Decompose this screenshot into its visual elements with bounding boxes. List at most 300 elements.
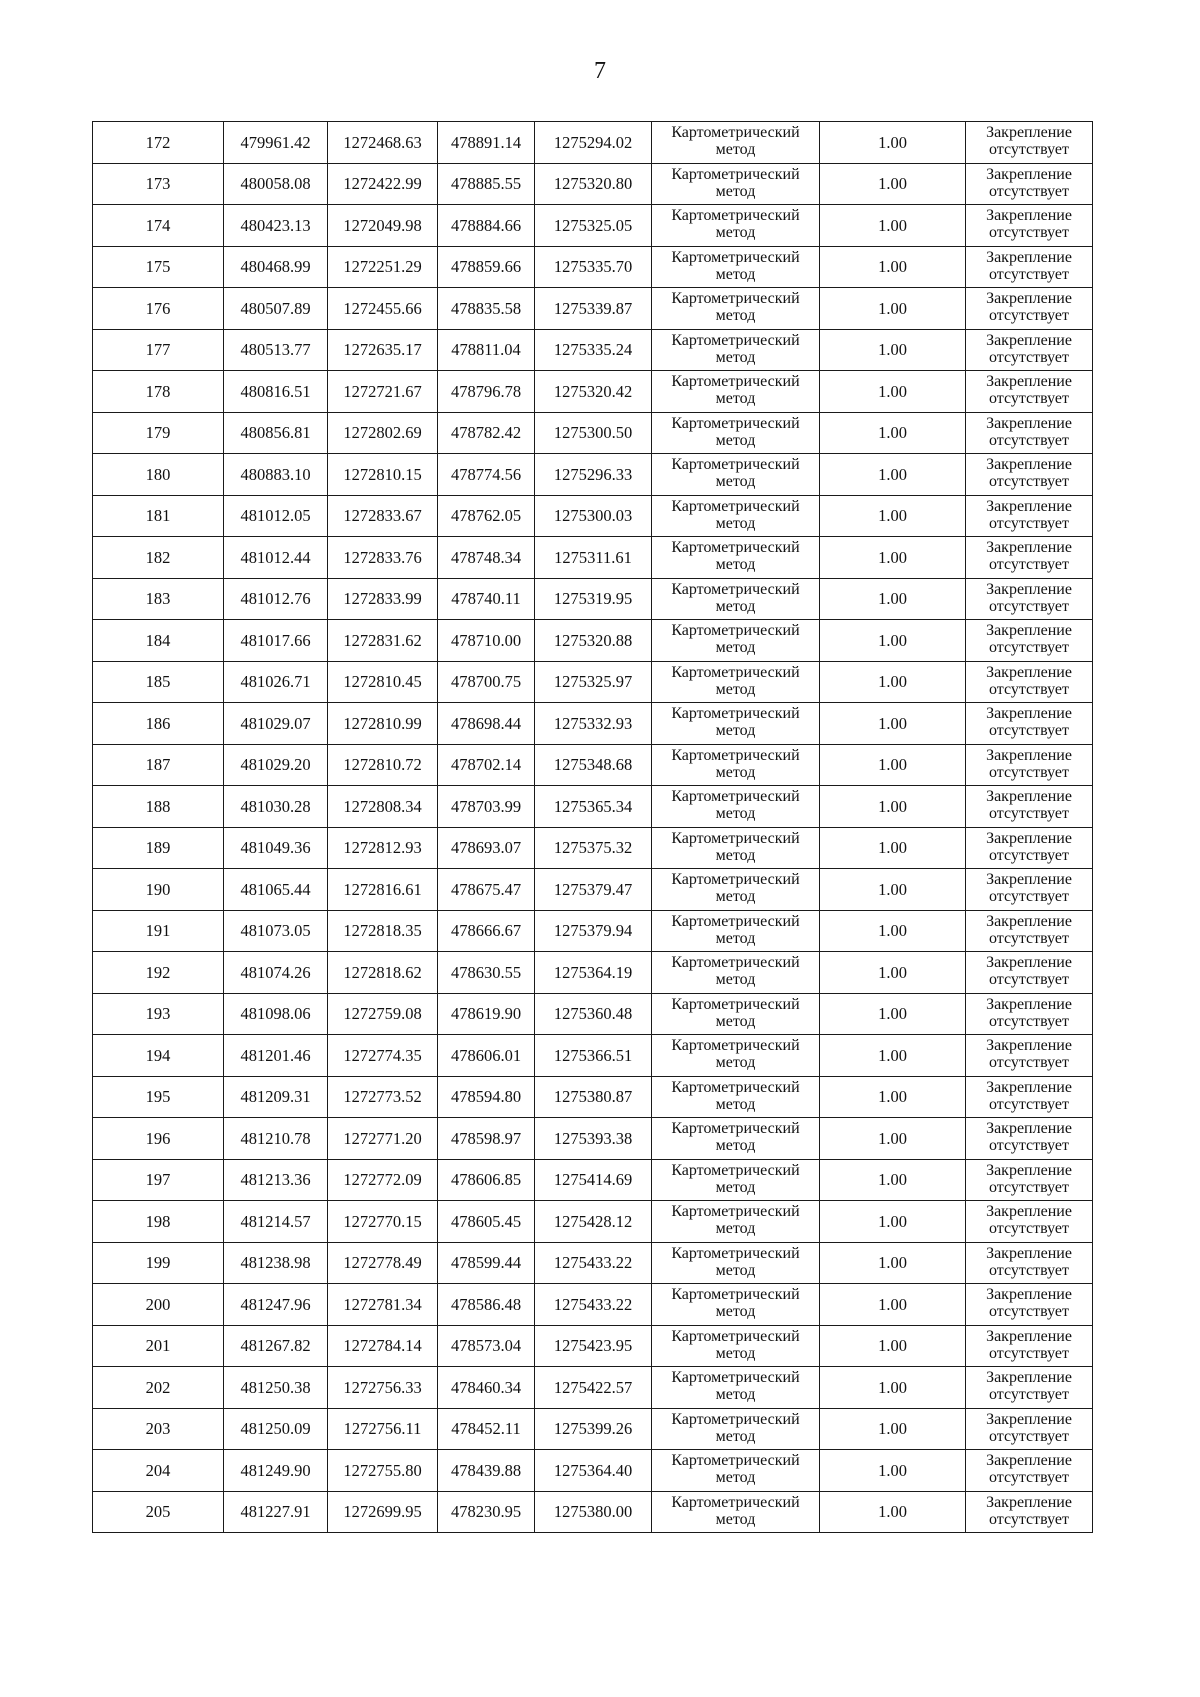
method-cell-line: Картометрический <box>671 1286 800 1304</box>
y2-cell: 1275360.48 <box>535 993 652 1035</box>
fixation-cell-line: Закрепление <box>986 995 1072 1013</box>
fixation-cell-line: отсутствует <box>988 348 1070 366</box>
fixation-cell-line: отсутствует <box>988 929 1070 947</box>
fixation-cell <box>966 412 1093 454</box>
table-row <box>93 329 1093 371</box>
y1-cell: 1272771.20 <box>328 1118 438 1160</box>
x1-cell: 481026.71 <box>224 661 328 703</box>
point-number-cell: 182 <box>93 537 224 579</box>
y1-cell: 1272756.33 <box>328 1367 438 1409</box>
table-row <box>93 910 1093 952</box>
method-cell <box>652 620 820 662</box>
x1-cell: 481029.07 <box>224 703 328 745</box>
x2-cell: 478698.44 <box>438 703 535 745</box>
fixation-cell-line: отсутствует <box>988 473 1070 491</box>
fixation-cell-line: Закрепление <box>986 580 1072 598</box>
method-cell <box>652 661 820 703</box>
method-cell <box>652 1491 820 1533</box>
x1-cell: 481210.78 <box>224 1118 328 1160</box>
method-cell-line: метод <box>715 1344 756 1362</box>
fixation-cell <box>966 661 1093 703</box>
method-cell <box>652 1118 820 1160</box>
method-cell <box>652 910 820 952</box>
accuracy-cell: 1.00 <box>820 952 966 994</box>
y1-cell: 1272049.98 <box>328 205 438 247</box>
fixation-cell-line: отсутствует <box>988 1012 1070 1030</box>
method-cell-line: метод <box>715 1469 756 1487</box>
table-row <box>93 578 1093 620</box>
y2-cell: 1275300.50 <box>535 412 652 454</box>
y1-cell: 1272251.29 <box>328 246 438 288</box>
x1-cell: 481209.31 <box>224 1076 328 1118</box>
method-cell-line: метод <box>715 722 756 740</box>
y2-cell: 1275375.32 <box>535 827 652 869</box>
fixation-cell-line: Закрепление <box>986 746 1072 764</box>
fixation-cell-line: отсутствует <box>988 888 1070 906</box>
point-number-cell: 201 <box>93 1325 224 1367</box>
fixation-cell-line: отсутствует <box>988 1054 1070 1072</box>
table-row <box>93 1325 1093 1367</box>
x2-cell: 478811.04 <box>438 329 535 371</box>
x1-cell: 481214.57 <box>224 1201 328 1243</box>
fixation-cell-line: Закрепление <box>986 1078 1072 1096</box>
fixation-cell-line: Закрепление <box>986 1369 1072 1387</box>
method-cell-line: метод <box>715 1427 756 1445</box>
accuracy-cell: 1.00 <box>820 122 966 164</box>
table-row <box>93 1284 1093 1326</box>
accuracy-cell: 1.00 <box>820 1325 966 1367</box>
y1-cell: 1272635.17 <box>328 329 438 371</box>
method-cell <box>652 205 820 247</box>
method-cell-line: метод <box>715 141 756 159</box>
fixation-cell-line: отсутствует <box>988 597 1070 615</box>
x2-cell: 478599.44 <box>438 1242 535 1284</box>
fixation-cell-line: Закрепление <box>986 290 1072 308</box>
point-number-cell: 178 <box>93 371 224 413</box>
method-cell-line: Картометрический <box>671 456 800 474</box>
x1-cell: 481098.06 <box>224 993 328 1035</box>
accuracy-cell: 1.00 <box>820 578 966 620</box>
accuracy-cell: 1.00 <box>820 786 966 828</box>
point-number-cell: 183 <box>93 578 224 620</box>
x1-cell: 480816.51 <box>224 371 328 413</box>
method-cell-line: Картометрический <box>671 497 800 515</box>
fixation-cell-line: Закрепление <box>986 456 1072 474</box>
x2-cell: 478835.58 <box>438 288 535 330</box>
method-cell-line: Картометрический <box>671 705 800 723</box>
method-cell-line: Картометрический <box>671 995 800 1013</box>
y2-cell: 1275366.51 <box>535 1035 652 1077</box>
accuracy-cell: 1.00 <box>820 163 966 205</box>
fixation-cell-line: отсутствует <box>988 1469 1070 1487</box>
method-cell <box>652 329 820 371</box>
accuracy-cell: 1.00 <box>820 661 966 703</box>
fixation-cell-line: отсутствует <box>988 556 1070 574</box>
x2-cell: 478619.90 <box>438 993 535 1035</box>
x2-cell: 478460.34 <box>438 1367 535 1409</box>
fixation-cell <box>966 869 1093 911</box>
method-cell-line: Картометрический <box>671 1120 800 1138</box>
y2-cell: 1275335.70 <box>535 246 652 288</box>
method-cell <box>652 786 820 828</box>
point-number-cell: 187 <box>93 744 224 786</box>
x1-cell: 481249.90 <box>224 1450 328 1492</box>
y2-cell: 1275379.94 <box>535 910 652 952</box>
x1-cell: 480058.08 <box>224 163 328 205</box>
fixation-cell <box>966 827 1093 869</box>
fixation-cell <box>966 1201 1093 1243</box>
method-cell <box>652 495 820 537</box>
fixation-cell-line: Закрепление <box>986 1161 1072 1179</box>
y1-cell: 1272833.99 <box>328 578 438 620</box>
y1-cell: 1272810.45 <box>328 661 438 703</box>
y1-cell: 1272772.09 <box>328 1159 438 1201</box>
y1-cell: 1272781.34 <box>328 1284 438 1326</box>
fixation-cell-line: Закрепление <box>986 788 1072 806</box>
fixation-cell-line: отсутствует <box>988 1095 1070 1113</box>
fixation-cell <box>966 454 1093 496</box>
fixation-cell-line: Закрепление <box>986 1452 1072 1470</box>
fixation-cell-line: Закрепление <box>986 248 1072 266</box>
x1-cell: 480513.77 <box>224 329 328 371</box>
y2-cell: 1275364.40 <box>535 1450 652 1492</box>
accuracy-cell: 1.00 <box>820 329 966 371</box>
method-cell <box>652 703 820 745</box>
point-number-cell: 202 <box>93 1367 224 1409</box>
y1-cell: 1272756.11 <box>328 1408 438 1450</box>
y2-cell: 1275380.87 <box>535 1076 652 1118</box>
table-body <box>93 122 1093 1533</box>
method-cell-line: Картометрический <box>671 1037 800 1055</box>
fixation-cell-line: Закрепление <box>986 1203 1072 1221</box>
point-number-cell: 180 <box>93 454 224 496</box>
method-cell-line: Картометрический <box>671 1078 800 1096</box>
fixation-cell-line: Закрепление <box>986 331 1072 349</box>
fixation-cell-line: отсутствует <box>988 1261 1070 1279</box>
x1-cell: 479961.42 <box>224 122 328 164</box>
table-row <box>93 537 1093 579</box>
x1-cell: 480468.99 <box>224 246 328 288</box>
y2-cell: 1275433.22 <box>535 1284 652 1326</box>
fixation-cell-line: отсутствует <box>988 224 1070 242</box>
accuracy-cell: 1.00 <box>820 869 966 911</box>
y2-cell: 1275325.05 <box>535 205 652 247</box>
y1-cell: 1272468.63 <box>328 122 438 164</box>
y1-cell: 1272808.34 <box>328 786 438 828</box>
point-number-cell: 192 <box>93 952 224 994</box>
method-cell-line: метод <box>715 1054 756 1072</box>
fixation-cell-line: Закрепление <box>986 1493 1072 1511</box>
method-cell <box>652 1450 820 1492</box>
fixation-cell <box>966 1450 1093 1492</box>
accuracy-cell: 1.00 <box>820 703 966 745</box>
fixation-cell-line: отсутствует <box>988 1137 1070 1155</box>
method-cell <box>652 952 820 994</box>
method-cell-line: метод <box>715 639 756 657</box>
table-row <box>93 122 1093 164</box>
method-cell <box>652 578 820 620</box>
accuracy-cell: 1.00 <box>820 1408 966 1450</box>
fixation-cell <box>966 578 1093 620</box>
y2-cell: 1275335.24 <box>535 329 652 371</box>
method-cell-line: метод <box>715 473 756 491</box>
table-row <box>93 1367 1093 1409</box>
method-cell-line: Картометрический <box>671 663 800 681</box>
x2-cell: 478666.67 <box>438 910 535 952</box>
fixation-cell <box>966 1408 1093 1450</box>
fixation-cell-line: отсутствует <box>988 265 1070 283</box>
x2-cell: 478605.45 <box>438 1201 535 1243</box>
point-number-cell: 204 <box>93 1450 224 1492</box>
x1-cell: 481049.36 <box>224 827 328 869</box>
fixation-cell-line: Закрепление <box>986 622 1072 640</box>
point-number-cell: 177 <box>93 329 224 371</box>
y2-cell: 1275393.38 <box>535 1118 652 1160</box>
y2-cell: 1275332.93 <box>535 703 652 745</box>
fixation-cell-line: отсутствует <box>988 639 1070 657</box>
method-cell-line: метод <box>715 597 756 615</box>
method-cell <box>652 1076 820 1118</box>
method-cell-line: Картометрический <box>671 788 800 806</box>
x1-cell: 481012.05 <box>224 495 328 537</box>
point-number-cell: 174 <box>93 205 224 247</box>
point-number-cell: 186 <box>93 703 224 745</box>
fixation-cell <box>966 1242 1093 1284</box>
method-cell-line: метод <box>715 514 756 532</box>
method-cell-line: метод <box>715 307 756 325</box>
x2-cell: 478710.00 <box>438 620 535 662</box>
fixation-cell <box>966 1035 1093 1077</box>
y2-cell: 1275296.33 <box>535 454 652 496</box>
x2-cell: 478693.07 <box>438 827 535 869</box>
method-cell-line: метод <box>715 182 756 200</box>
method-cell <box>652 1408 820 1450</box>
y2-cell: 1275311.61 <box>535 537 652 579</box>
y2-cell: 1275294.02 <box>535 122 652 164</box>
method-cell-line: Картометрический <box>671 622 800 640</box>
point-number-cell: 184 <box>93 620 224 662</box>
y1-cell: 1272833.67 <box>328 495 438 537</box>
fixation-cell-line: отсутствует <box>988 182 1070 200</box>
method-cell-line: метод <box>715 1012 756 1030</box>
fixation-cell <box>966 1118 1093 1160</box>
method-cell-line: Картометрический <box>671 248 800 266</box>
fixation-cell <box>966 620 1093 662</box>
fixation-cell-line: отсутствует <box>988 1386 1070 1404</box>
y2-cell: 1275379.47 <box>535 869 652 911</box>
fixation-cell-line: отсутствует <box>988 1178 1070 1196</box>
method-cell-line: метод <box>715 680 756 698</box>
point-number-cell: 173 <box>93 163 224 205</box>
point-number-cell: 193 <box>93 993 224 1035</box>
accuracy-cell: 1.00 <box>820 246 966 288</box>
method-cell-line: Картометрический <box>671 539 800 557</box>
accuracy-cell: 1.00 <box>820 993 966 1035</box>
y1-cell: 1272831.62 <box>328 620 438 662</box>
method-cell-line: метод <box>715 929 756 947</box>
x1-cell: 481029.20 <box>224 744 328 786</box>
x1-cell: 481227.91 <box>224 1491 328 1533</box>
table-row <box>93 1408 1093 1450</box>
method-cell-line: Картометрический <box>671 912 800 930</box>
y1-cell: 1272773.52 <box>328 1076 438 1118</box>
y2-cell: 1275320.42 <box>535 371 652 413</box>
fixation-cell <box>966 1284 1093 1326</box>
accuracy-cell: 1.00 <box>820 1201 966 1243</box>
point-number-cell: 175 <box>93 246 224 288</box>
fixation-cell-line: Закрепление <box>986 207 1072 225</box>
y1-cell: 1272816.61 <box>328 869 438 911</box>
y1-cell: 1272699.95 <box>328 1491 438 1533</box>
point-number-cell: 194 <box>93 1035 224 1077</box>
method-cell-line: Картометрический <box>671 414 800 432</box>
method-cell-line: Картометрический <box>671 1493 800 1511</box>
accuracy-cell: 1.00 <box>820 454 966 496</box>
fixation-cell-line: Закрепление <box>986 954 1072 972</box>
point-number-cell: 185 <box>93 661 224 703</box>
table-row <box>93 827 1093 869</box>
method-cell-line: метод <box>715 1510 756 1528</box>
point-number-cell: 200 <box>93 1284 224 1326</box>
method-cell-line: Картометрический <box>671 954 800 972</box>
method-cell <box>652 1242 820 1284</box>
accuracy-cell: 1.00 <box>820 744 966 786</box>
table-row <box>93 1242 1093 1284</box>
y2-cell: 1275365.34 <box>535 786 652 828</box>
table-row <box>93 1035 1093 1077</box>
method-cell <box>652 744 820 786</box>
fixation-cell <box>966 246 1093 288</box>
table-row <box>93 1118 1093 1160</box>
accuracy-cell: 1.00 <box>820 288 966 330</box>
fixation-cell <box>966 744 1093 786</box>
x1-cell: 480507.89 <box>224 288 328 330</box>
y2-cell: 1275325.97 <box>535 661 652 703</box>
fixation-cell <box>966 910 1093 952</box>
x2-cell: 478630.55 <box>438 952 535 994</box>
fixation-cell-line: отсутствует <box>988 390 1070 408</box>
y2-cell: 1275399.26 <box>535 1408 652 1450</box>
x2-cell: 478859.66 <box>438 246 535 288</box>
x2-cell: 478606.85 <box>438 1159 535 1201</box>
fixation-cell-line: отсутствует <box>988 514 1070 532</box>
table-row <box>93 288 1093 330</box>
y1-cell: 1272802.69 <box>328 412 438 454</box>
point-number-cell: 189 <box>93 827 224 869</box>
x2-cell: 478740.11 <box>438 578 535 620</box>
fixation-cell <box>966 537 1093 579</box>
page-number: 7 <box>594 58 606 84</box>
fixation-cell-line: Закрепление <box>986 1327 1072 1345</box>
fixation-cell-line: отсутствует <box>988 971 1070 989</box>
accuracy-cell: 1.00 <box>820 1491 966 1533</box>
y1-cell: 1272818.62 <box>328 952 438 994</box>
fixation-cell-line: отсутствует <box>988 307 1070 325</box>
x1-cell: 481012.44 <box>224 537 328 579</box>
x2-cell: 478748.34 <box>438 537 535 579</box>
method-cell <box>652 827 820 869</box>
point-number-cell: 196 <box>93 1118 224 1160</box>
fixation-cell-line: отсутствует <box>988 805 1070 823</box>
method-cell-line: метод <box>715 348 756 366</box>
x2-cell: 478573.04 <box>438 1325 535 1367</box>
point-number-cell: 199 <box>93 1242 224 1284</box>
point-number-cell: 191 <box>93 910 224 952</box>
x2-cell: 478703.99 <box>438 786 535 828</box>
y2-cell: 1275319.95 <box>535 578 652 620</box>
y2-cell: 1275422.57 <box>535 1367 652 1409</box>
y2-cell: 1275320.80 <box>535 163 652 205</box>
method-cell-line: метод <box>715 805 756 823</box>
method-cell-line: Картометрический <box>671 1452 800 1470</box>
x2-cell: 478884.66 <box>438 205 535 247</box>
table-row <box>93 495 1093 537</box>
method-cell <box>652 1325 820 1367</box>
fixation-cell-line: Закрепление <box>986 165 1072 183</box>
table-row <box>93 786 1093 828</box>
accuracy-cell: 1.00 <box>820 1242 966 1284</box>
accuracy-cell: 1.00 <box>820 1035 966 1077</box>
method-cell-line: Картометрический <box>671 1244 800 1262</box>
y1-cell: 1272759.08 <box>328 993 438 1035</box>
method-cell-line: Картометрический <box>671 1161 800 1179</box>
fixation-cell-line: Закрепление <box>986 414 1072 432</box>
y2-cell: 1275414.69 <box>535 1159 652 1201</box>
table-row <box>93 1450 1093 1492</box>
fixation-cell-line: отсутствует <box>988 1510 1070 1528</box>
fixation-cell <box>966 1325 1093 1367</box>
x1-cell: 480423.13 <box>224 205 328 247</box>
y1-cell: 1272812.93 <box>328 827 438 869</box>
table-row <box>93 205 1093 247</box>
x1-cell: 481250.38 <box>224 1367 328 1409</box>
y1-cell: 1272833.76 <box>328 537 438 579</box>
x2-cell: 478796.78 <box>438 371 535 413</box>
method-cell-line: Картометрический <box>671 1369 800 1387</box>
coordinates-table <box>92 121 1093 1533</box>
y1-cell: 1272721.67 <box>328 371 438 413</box>
method-cell <box>652 246 820 288</box>
fixation-cell-line: Закрепление <box>986 912 1072 930</box>
fixation-cell <box>966 495 1093 537</box>
table-row <box>93 703 1093 745</box>
method-cell <box>652 537 820 579</box>
point-number-cell: 188 <box>93 786 224 828</box>
method-cell <box>652 1367 820 1409</box>
table-row <box>93 1159 1093 1201</box>
fixation-cell-line: отсутствует <box>988 141 1070 159</box>
x1-cell: 481030.28 <box>224 786 328 828</box>
x2-cell: 478230.95 <box>438 1491 535 1533</box>
y2-cell: 1275428.12 <box>535 1201 652 1243</box>
x1-cell: 481247.96 <box>224 1284 328 1326</box>
x1-cell: 481074.26 <box>224 952 328 994</box>
x1-cell: 481017.66 <box>224 620 328 662</box>
table-row <box>93 620 1093 662</box>
point-number-cell: 172 <box>93 122 224 164</box>
x2-cell: 478762.05 <box>438 495 535 537</box>
x2-cell: 478782.42 <box>438 412 535 454</box>
y1-cell: 1272774.35 <box>328 1035 438 1077</box>
point-number-cell: 190 <box>93 869 224 911</box>
fixation-cell-line: отсутствует <box>988 680 1070 698</box>
x2-cell: 478702.14 <box>438 744 535 786</box>
x1-cell: 481238.98 <box>224 1242 328 1284</box>
method-cell <box>652 163 820 205</box>
accuracy-cell: 1.00 <box>820 1118 966 1160</box>
method-cell-line: метод <box>715 1220 756 1238</box>
method-cell-line: метод <box>715 1303 756 1321</box>
